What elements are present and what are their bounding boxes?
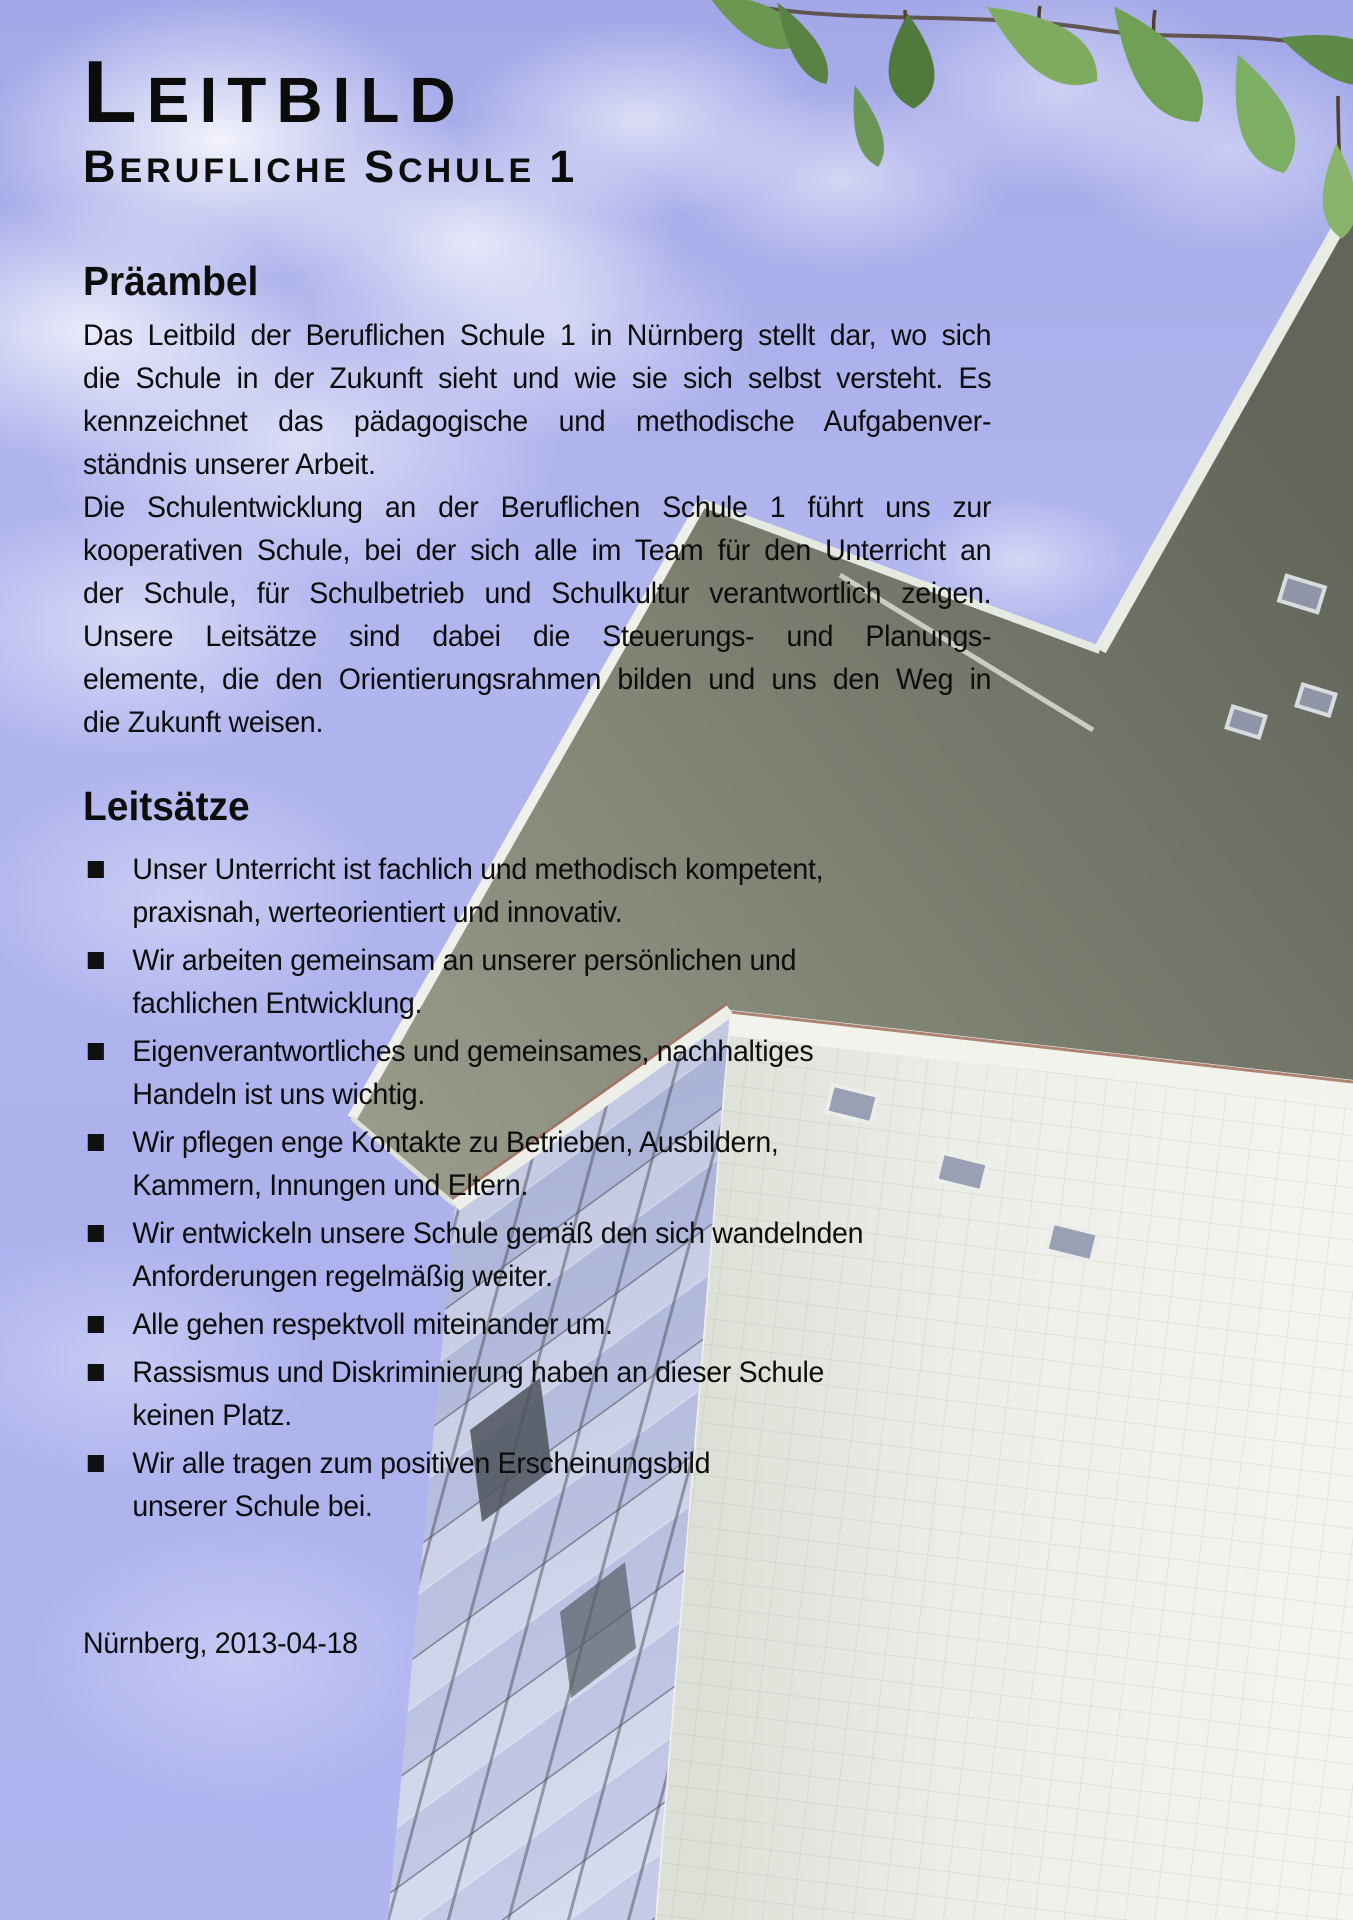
text-line: Alle gehen respektvoll miteinander um.	[132, 1308, 613, 1341]
date-line: Nürnberg, 2013-04-18	[83, 1627, 358, 1660]
section-heading-praeambel: Präambel	[83, 258, 259, 304]
list-item	[83, 939, 1014, 1025]
list-item-text	[132, 1212, 863, 1298]
list-item-text	[132, 848, 823, 934]
subtitle-word-lead: 1	[549, 141, 579, 192]
preamble-paragraph-1	[83, 314, 991, 486]
text-line: Eigenverantwortliches und gemeinsames, nachhaltiges	[132, 1035, 814, 1068]
list-item	[83, 1030, 1014, 1116]
list-item	[83, 1303, 1014, 1346]
list-item-text	[132, 939, 796, 1025]
square-bullet-icon	[88, 1455, 104, 1472]
text-line: der Schule, für Schulbetrieb und Schulkultur verantwortlich zeigen.	[83, 577, 992, 610]
text-line: Kammern, Innungen und Eltern.	[132, 1169, 529, 1202]
list-item-text	[132, 1351, 824, 1437]
list-item-text	[132, 1030, 813, 1116]
text-line: kennzeichnet das pädagogische und methodische Aufgabenver-	[83, 405, 992, 438]
text-line: elemente, die den Orientierungsrahmen bilden und uns den Weg in	[83, 663, 992, 696]
square-bullet-icon	[88, 1043, 104, 1060]
subtitle-word-rest: CHULE	[398, 152, 536, 190]
list-item	[83, 1351, 1014, 1437]
list-item	[83, 1212, 1014, 1298]
text-line: Das Leitbild der Beruflichen Schule 1 in Nürnberg stellt dar, wo sich	[83, 319, 992, 352]
text-line: die Zukunft weisen.	[83, 706, 324, 739]
subtitle-word-lead: B	[83, 141, 120, 192]
list-item	[83, 1442, 1014, 1528]
text-line: Wir entwickeln unsere Schule gemäß den sich wandelnden	[132, 1217, 864, 1250]
text-content	[83, 0, 1043, 1920]
text-line: unserer Schule bei.	[132, 1490, 373, 1523]
text-line: Wir arbeiten gemeinsam an unserer persönlichen und	[132, 944, 797, 977]
text-line: Anforderungen regelmäßig weiter.	[132, 1260, 553, 1293]
list-item-text	[132, 1442, 710, 1528]
list-item-text	[132, 1121, 778, 1207]
list-item	[83, 848, 1014, 934]
text-line: die Schule in der Zukunft sieht und wie sie sich selbst versteht. Es	[83, 362, 992, 395]
text-line: fachlichen Entwicklung.	[132, 987, 423, 1020]
subtitle-word-lead: S	[364, 141, 399, 192]
preamble-paragraphs	[83, 314, 991, 744]
leaf	[1216, 45, 1307, 182]
square-bullet-icon	[88, 1225, 104, 1242]
preamble-paragraph-2	[83, 486, 991, 744]
leaf	[1094, 0, 1221, 138]
square-bullet-icon	[88, 1134, 104, 1151]
text-line: Handeln ist uns wichtig.	[132, 1078, 425, 1111]
text-line: Unsere Leitsätze sind dabei die Steuerungs- und Planungs-	[83, 620, 992, 653]
leitsaetze-list	[83, 848, 1014, 1533]
text-line: Unser Unterricht ist fachlich und methodisch kompetent,	[132, 853, 824, 886]
square-bullet-icon	[88, 952, 104, 969]
leaf	[1273, 16, 1353, 97]
text-line: kooperativen Schule, bei der sich alle im Team für den Unterricht an	[83, 534, 992, 567]
square-bullet-icon	[88, 861, 104, 878]
title-lead-letter: L	[83, 42, 147, 141]
text-line: Wir pflegen enge Kontakte zu Betrieben, Ausbildern,	[132, 1126, 779, 1159]
text-line: Die Schulentwicklung an der Beruflichen Schule 1 führt uns zur	[83, 491, 992, 524]
section-heading-leitsaetze: Leitsätze	[83, 783, 250, 829]
leaf	[1321, 143, 1353, 240]
subtitle-word-rest: ERUFLICHE	[119, 152, 351, 190]
text-line: Rassismus und Diskriminierung haben an dieser Schule	[132, 1356, 825, 1389]
square-bullet-icon	[88, 1364, 104, 1381]
text-line: ständnis unserer Arbeit.	[83, 448, 376, 481]
square-bullet-icon	[88, 1316, 104, 1333]
text-line: praxisnah, werteorientiert und innovativ.	[132, 896, 623, 929]
text-line: Wir alle tragen zum positiven Erscheinungsbild	[132, 1447, 711, 1480]
text-line: keinen Platz.	[132, 1399, 292, 1432]
title-rest: EITBILD	[146, 64, 466, 136]
list-item-text	[132, 1303, 612, 1346]
list-item	[83, 1121, 1014, 1207]
